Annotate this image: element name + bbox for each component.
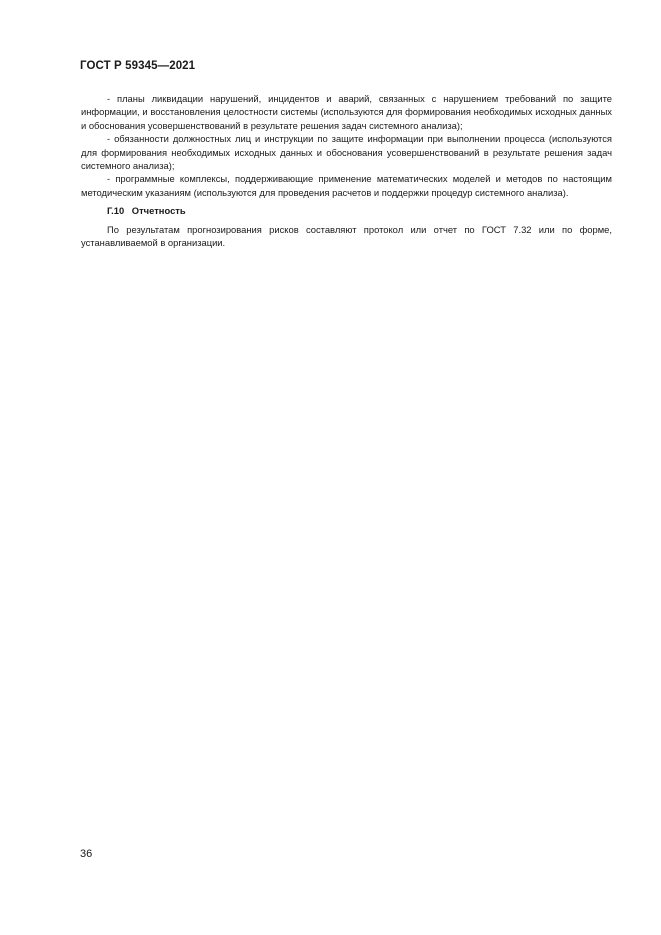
- page-number: [80, 848, 92, 860]
- section-paragraph: По результатам прогнозирования рисков составляют протокол или отчет по ГОСТ 7.32 или по форме, устанавливаемой в организации.: [81, 223, 612, 249]
- document-header: [80, 60, 195, 72]
- section-number: Г.10: [107, 205, 125, 217]
- section-heading: [81, 204, 612, 217]
- list-item: - обязанности должностных лиц и инструкции по защите информации при выполнении процесса (используются для формирования необходимых исходных данных и обоснования усовершенствований в результате решения задач системного анализа);: [81, 133, 612, 172]
- list-item: - планы ликвидации нарушений, инцидентов и аварий, связанных с нарушением требований по защите информации, и восстановления целостности системы (используются для формирования необходимых исходных данных и обоснования усовершенствований в результате решения задач системного анализа);: [81, 93, 612, 131]
- list-item: - программные комплексы, поддерживающие применение математических моделей и методов по настоящим методическим указаниям (используются для проведения расчетов и поддержки процедур системного анализа).: [81, 173, 612, 198]
- page-number-value: 36: [80, 848, 93, 860]
- standard-code: ГОСТ Р 59345—2021: [80, 60, 196, 72]
- page-body: [81, 92, 612, 249]
- section-title: Отчетность: [131, 205, 186, 217]
